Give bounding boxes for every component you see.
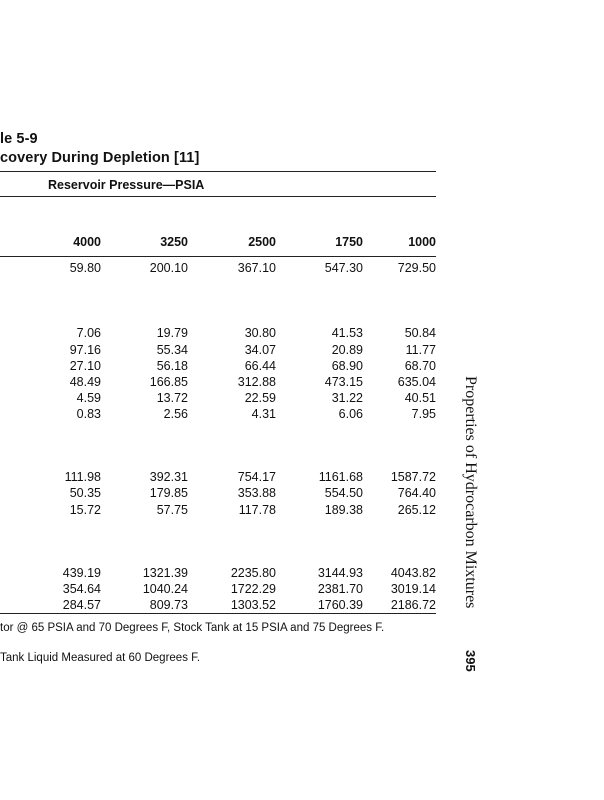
running-head: Properties of Hydrocarbon Mixtures: [462, 376, 479, 609]
table-cell: 166.85: [149, 375, 188, 389]
table-cell: 11.77: [405, 343, 436, 357]
table-cell: 764.40: [397, 486, 436, 500]
table-cell: 312.88: [237, 375, 276, 389]
table-cell: 0.83: [76, 407, 101, 421]
table-cell: 30.80: [244, 326, 276, 340]
table-cell: 59.80: [69, 261, 101, 275]
table-cell: 284.57: [62, 598, 101, 612]
table-cell: 27.10: [69, 359, 101, 373]
table-cell: 1722.29: [230, 582, 276, 596]
table-cell: 41.53: [331, 326, 363, 340]
title-rule: [0, 171, 436, 172]
table-cell: 3019.14: [390, 582, 436, 596]
table-cell: 554.50: [324, 486, 363, 500]
table-cell: 111.98: [64, 470, 101, 484]
table-cell: 729.50: [397, 261, 436, 275]
column-header: 4000: [73, 235, 101, 249]
table-cell: 117.78: [238, 503, 276, 517]
table-cell: 2.56: [163, 407, 188, 421]
table-cell: 1303.52: [230, 598, 276, 612]
table-cell: 97.16: [69, 343, 101, 357]
table-cell: 22.59: [244, 391, 276, 405]
table-title: covery During Depletion [11]: [0, 150, 200, 166]
table-cell: 392.31: [149, 470, 188, 484]
span-header-rule: [0, 196, 436, 197]
table-cell: 56.18: [156, 359, 188, 373]
table-cell: 265.12: [397, 503, 436, 517]
table-cell: 7.06: [76, 326, 101, 340]
table-cell: 1161.68: [318, 470, 363, 484]
page-number: 395: [463, 650, 478, 672]
column-header: 2500: [248, 235, 276, 249]
table-cell: 4.31: [251, 407, 276, 421]
table-cell: 55.34: [156, 343, 188, 357]
table-cell: 1321.39: [142, 566, 188, 580]
footnote-2: Tank Liquid Measured at 60 Degrees F.: [0, 652, 201, 664]
table-cell: 57.75: [156, 503, 188, 517]
table-bottom-rule: [0, 613, 436, 614]
table-cell: 13.72: [156, 391, 188, 405]
table-cell: 353.88: [237, 486, 276, 500]
column-header: 3250: [160, 235, 188, 249]
span-header: Reservoir Pressure—PSIA: [48, 178, 205, 192]
column-header-rule: [0, 256, 436, 257]
footnote-1: tor @ 65 PSIA and 70 Degrees F, Stock Tank at 15 PSIA and 75 Degrees F.: [0, 622, 385, 634]
table-cell: 367.10: [237, 261, 276, 275]
table-cell: 68.90: [331, 359, 363, 373]
table-cell: 200.10: [149, 261, 188, 275]
table-cell: 40.51: [404, 391, 436, 405]
table-cell: 31.22: [331, 391, 363, 405]
table-cell: 2186.72: [390, 598, 436, 612]
table-cell: 20.89: [331, 343, 363, 357]
table-cell: 473.15: [324, 375, 363, 389]
table-cell: 1040.24: [142, 582, 188, 596]
table-cell: 66.44: [244, 359, 276, 373]
table-cell: 1587.72: [390, 470, 436, 484]
table-cell: 68.70: [404, 359, 436, 373]
table-cell: 6.06: [338, 407, 363, 421]
table-cell: 439.19: [62, 566, 101, 580]
table-cell: 1760.39: [317, 598, 363, 612]
column-header: 1750: [335, 235, 363, 249]
table-cell: 754.17: [237, 470, 276, 484]
table-cell: 2235.80: [230, 566, 276, 580]
table-cell: 19.79: [156, 326, 188, 340]
table-cell: 50.84: [404, 326, 436, 340]
table-cell: 4.59: [76, 391, 101, 405]
table-cell: 3144.93: [317, 566, 363, 580]
table-cell: 34.07: [244, 343, 276, 357]
table-cell: 179.85: [149, 486, 188, 500]
table-cell: 809.73: [149, 598, 188, 612]
table-cell: 547.30: [324, 261, 363, 275]
table-cell: 189.38: [324, 503, 363, 517]
table-cell: 50.35: [69, 486, 101, 500]
table-cell: 7.95: [411, 407, 436, 421]
table-label: le 5-9: [0, 131, 38, 147]
table-cell: 15.72: [69, 503, 101, 517]
table-cell: 2381.70: [317, 582, 363, 596]
column-header: 1000: [408, 235, 436, 249]
table-cell: 635.04: [397, 375, 436, 389]
table-cell: 354.64: [62, 582, 101, 596]
table-cell: 48.49: [69, 375, 101, 389]
table-cell: 4043.82: [390, 566, 436, 580]
